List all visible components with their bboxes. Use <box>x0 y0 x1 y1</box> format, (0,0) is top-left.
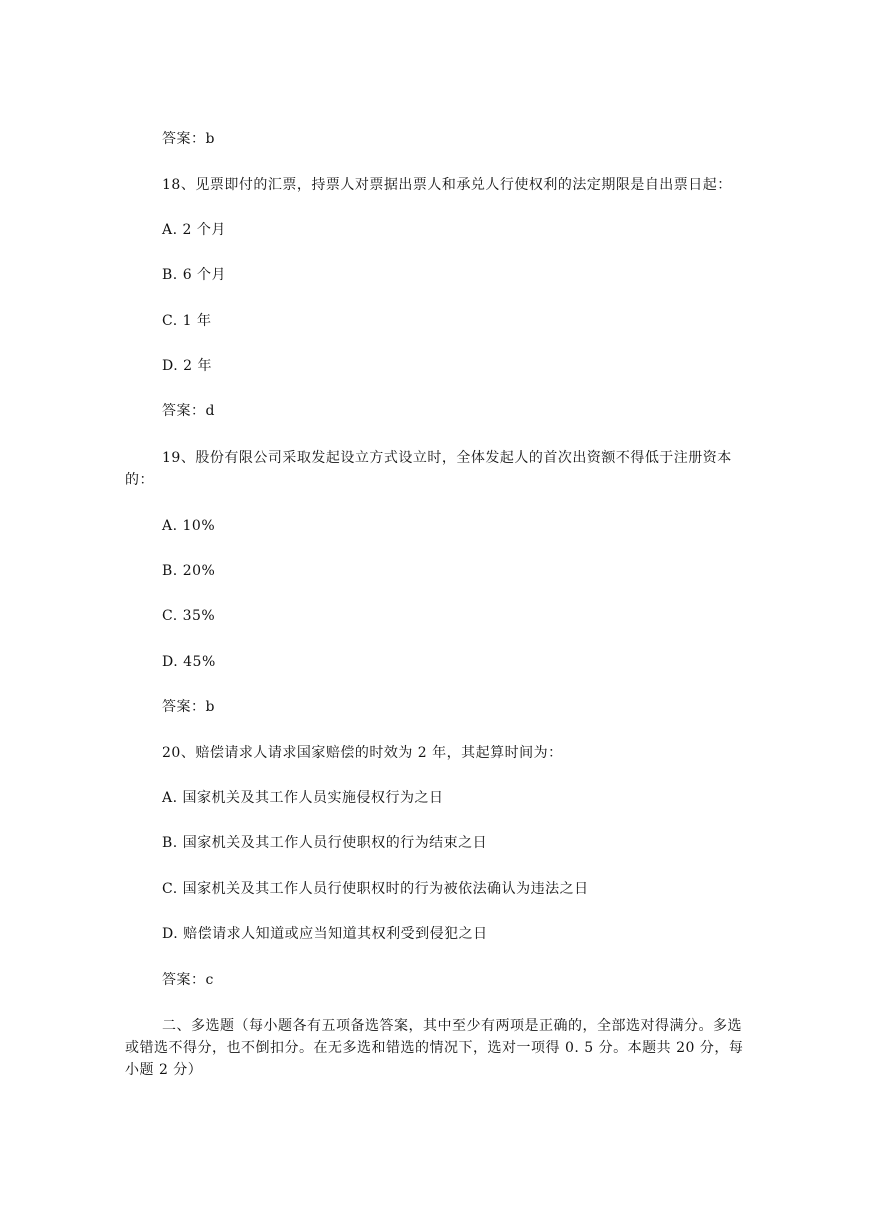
question-19-stem: 19、股份有限公司采取发起设立方式设立时，全体发起人的首次出资额不得低于注册资本的： <box>125 450 732 488</box>
section-2-heading: 二、多选题（每小题各有五项备选答案，其中至少有两项是正确的，全部选对得满分。多选或错选不得分，也不倒扣分。在无多选和错选的情况下，选对一项得 0. 5 分。本题共 20 分，每小题 2 分） <box>125 1018 744 1078</box>
q19-option-b: B. 20% <box>162 563 216 579</box>
answer-q17: 答案：b <box>162 131 215 147</box>
q20-option-b: B. 国家机关及其工作人员行使职权的行为结束之日 <box>162 835 488 851</box>
answer-q18: 答案：d <box>162 403 215 419</box>
q19-option-a: A. 10% <box>162 518 216 534</box>
q18-option-b: B. 6 个月 <box>162 267 227 283</box>
answer-q19: 答案：b <box>162 699 215 715</box>
question-18-stem: 18、见票即付的汇票，持票人对票据出票人和承兑人行使权利的法定期限是自出票日起： <box>162 177 732 193</box>
answer-q20: 答案：c <box>162 972 214 988</box>
q18-option-a: A. 2 个月 <box>162 222 226 238</box>
q19-option-d: D. 45% <box>162 654 216 670</box>
q20-option-a: A. 国家机关及其工作人员实施侵权行为之日 <box>162 790 444 806</box>
q20-option-c: C. 国家机关及其工作人员行使职权时的行为被依法确认为违法之日 <box>162 881 589 897</box>
q18-option-c: C. 1 年 <box>162 313 212 329</box>
q20-option-d: D. 赔偿请求人知道或应当知道其权利受到侵犯之日 <box>162 926 488 942</box>
question-20-stem: 20、赔偿请求人请求国家赔偿的时效为 2 年，其起算时间为： <box>162 745 563 761</box>
q18-option-d: D. 2 年 <box>162 358 212 374</box>
q19-option-c: C. 35% <box>162 608 216 624</box>
